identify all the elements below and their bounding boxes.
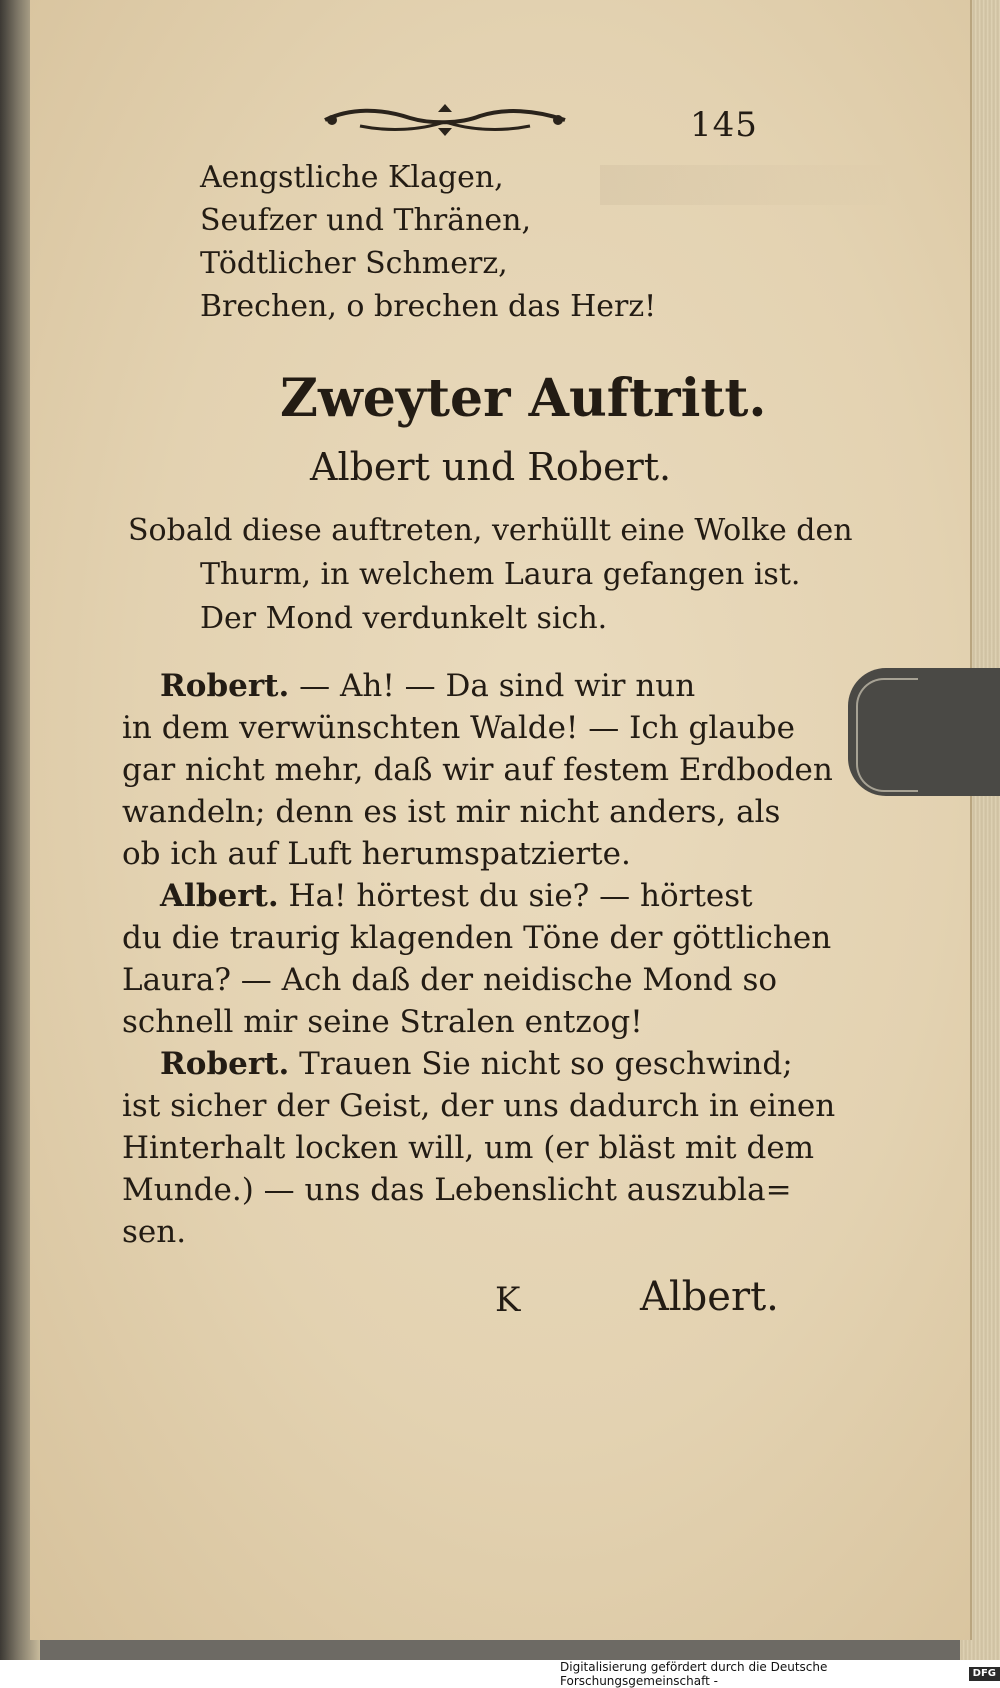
dialogue-line: sen. bbox=[122, 1214, 187, 1250]
dialogue-text: Trauen Sie nicht so geschwind; bbox=[299, 1046, 793, 1082]
page-number: 145 bbox=[690, 105, 758, 145]
dialogue-line: Laura? — Ach daß der neidische Mond so bbox=[122, 962, 778, 998]
verse-line: Brechen, o brechen das Herz! bbox=[200, 289, 657, 324]
dialogue-line: wandeln; denn es ist mir nicht anders, als bbox=[122, 794, 781, 830]
dialogue-line: schnell mir seine Stralen entzog! bbox=[122, 1004, 643, 1040]
dialogue-line: Munde.) — uns das Lebenslicht auszubla= bbox=[122, 1172, 792, 1208]
show-through bbox=[600, 165, 900, 205]
speaker-name: Albert. bbox=[160, 878, 279, 914]
dialogue-line bbox=[160, 1046, 793, 1082]
dfg-logo: DFG bbox=[969, 1667, 1000, 1681]
stage-direction-line: Thurm, in welchem Laura gefangen ist. bbox=[200, 557, 801, 592]
verse-line: Tödtlicher Schmerz, bbox=[200, 246, 508, 281]
dialogue-line bbox=[160, 878, 753, 914]
verse-line: Seufzer und Thränen, bbox=[200, 203, 532, 238]
footer-text: Digitalisierung gefördert durch die Deutsche Forschungsgemeinschaft - bbox=[560, 1659, 828, 1688]
dialogue-line: Hinterhalt locken will, um (er bläst mit dem bbox=[122, 1130, 815, 1166]
dialogue-line: du die traurig klagenden Töne der göttlichen bbox=[122, 920, 832, 956]
signature-mark: K bbox=[495, 1280, 521, 1320]
digitization-footer bbox=[560, 1659, 1000, 1688]
dialogue-line: gar nicht mehr, daß wir auf festem Erdboden bbox=[122, 752, 833, 788]
dialogue-line: in dem verwünschten Walde! — Ich glaube bbox=[122, 710, 795, 746]
dialogue-line: ist sicher der Geist, der uns dadurch in einen bbox=[122, 1088, 836, 1124]
book-clasp-loop bbox=[856, 678, 918, 792]
stage-direction-line: Der Mond verdunkelt sich. bbox=[200, 601, 608, 636]
dialogue-text: Ha! hörtest du sie? — hörtest bbox=[288, 878, 753, 914]
dialogue-line bbox=[160, 668, 695, 704]
speaker-name: Robert. bbox=[160, 1046, 290, 1082]
character-list: Albert und Robert. bbox=[310, 445, 672, 489]
stage-direction-line: Sobald diese auftreten, verhüllt eine Wolke den bbox=[128, 513, 853, 548]
ornament-icon bbox=[320, 100, 570, 140]
speaker-name: Robert. bbox=[160, 668, 290, 704]
verse-line: Aengstliche Klagen, bbox=[200, 160, 504, 195]
dialogue-line: ob ich auf Luft herumspatzierte. bbox=[122, 836, 631, 872]
dialogue-text: — Ah! — Da sind wir nun bbox=[299, 668, 696, 704]
scene-heading: Zweyter Auftritt. bbox=[280, 368, 767, 429]
catchword: Albert. bbox=[640, 1274, 779, 1320]
